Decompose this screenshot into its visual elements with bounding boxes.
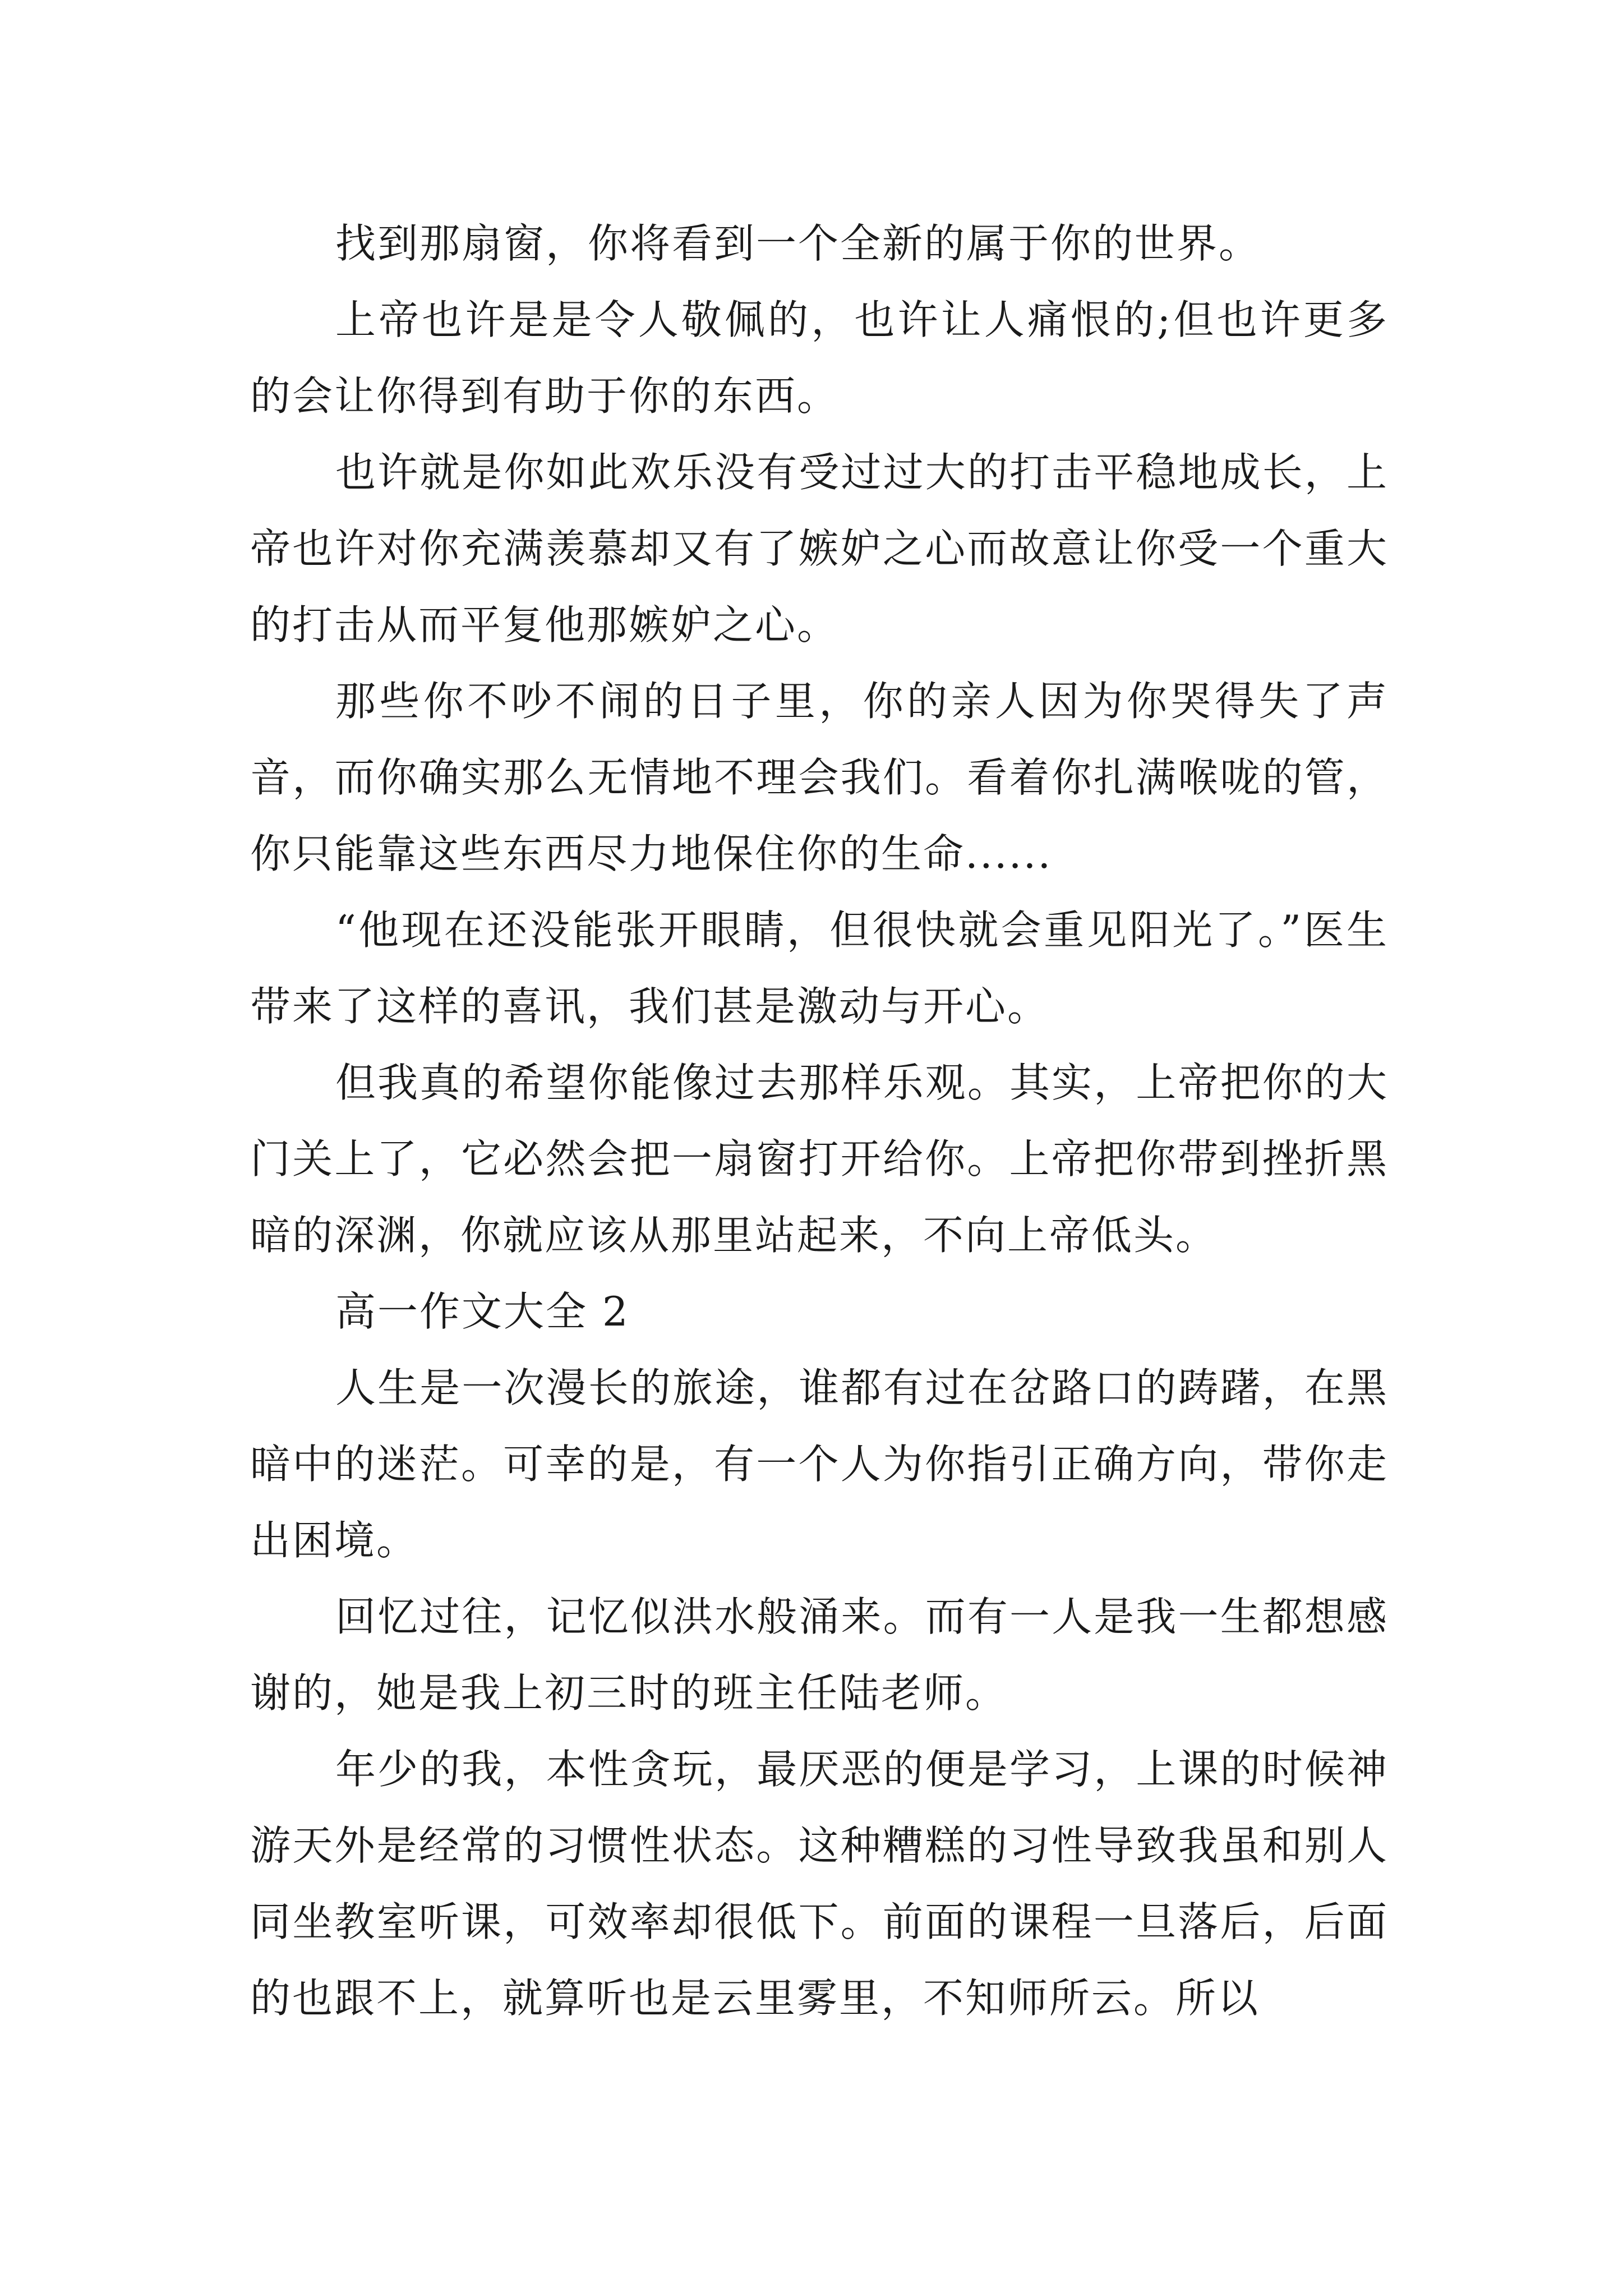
paragraph: “他现在还没能张开眼睛，但很快就会重见阳光了。”医生带来了这样的喜讯，我们甚是激动与开心。 (250, 907, 1389, 1030)
paragraph: 但我真的希望你能像过去那样乐观。其实，上帝把你的大门关上了，它必然会把一扇窗打开给你。上帝把你带到挫折黑暗的深渊，你就应该从那里站起来，不向上帝低头。 (250, 1059, 1389, 1259)
paragraph: 找到那扇窗，你将看到一个全新的属于你的世界。 (335, 220, 1261, 267)
paragraph: 年少的我，本性贪玩，最厌恶的便是学习，上课的时候神游天外是经常的习惯性状态。这种糟糕的习性导致我虽和别人同坐教室听课，可效率却很低下。前面的课程一旦落后，后面的也跟不上，就算听也是云里雾里，不知师所云。所以 (250, 1746, 1389, 2022)
paragraph: 上帝也许是是令人敬佩的，也许让人痛恨的;但也许更多的会让你得到有助于你的东西。 (250, 296, 1389, 420)
paragraph: 回忆过往，记忆似洪水般涌来。而有一人是我一生都想感谢的，她是我上初三时的班主任陆老师。 (250, 1593, 1389, 1717)
section-title: 高一作文大全 2 (335, 1288, 630, 1335)
document-body (250, 205, 1389, 2036)
paragraph: 人生是一次漫长的旅途，谁都有过在岔路口的踌躇，在黑暗中的迷茫。可幸的是，有一个人为你指引正确方向，带你走出困境。 (250, 1364, 1389, 1564)
paragraph: 也许就是你如此欢乐没有受过过大的打击平稳地成长，上帝也许对你充满羡慕却又有了嫉妒之心而故意让你受一个重大的打击从而平复他那嫉妒之心。 (250, 449, 1389, 648)
paragraph: 那些你不吵不闹的日子里，你的亲人因为你哭得失了声音，而你确实那么无情地不理会我们。看着你扎满喉咙的管，你只能靠这些东西尽力地保住你的生命...... (250, 678, 1389, 877)
